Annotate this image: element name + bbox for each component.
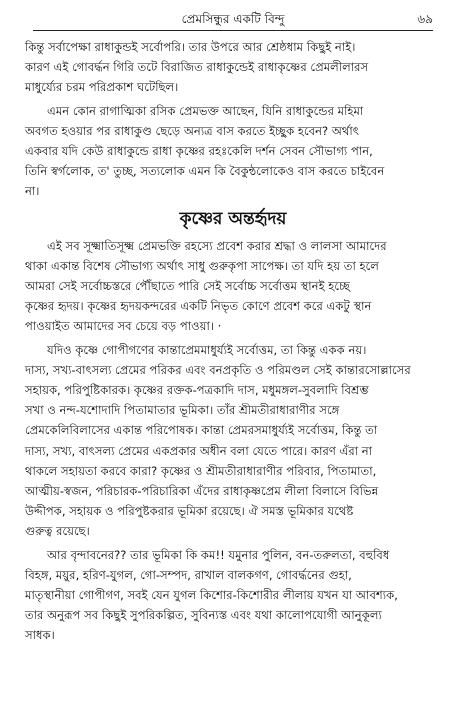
running-title: প্রেমসিন্ধুর একটি বিন্দু: [181, 12, 285, 26]
paragraph-gopi-love: যদিও কৃষ্ণে গোপীগণের কান্তাপ্রেমমাধুর্য্যই সর্বোত্তম, তা কিন্তু একক নয়। দাস্য, সখ্য-বাৎসল্য প্রেমের পরিকর এবং বনপ্রকৃতি ও পরিমণ্ডল সেই কান্তারসোল্লাসের সহায়ক, পরিপুষ্টিকারক। কৃষ্ণের রক্তক-পত্রকাদি দাস, মধুমঙ্গল-সুবলাদি বিশ্রম্ভ সখা ও নন্দ-যশোদাদি পিতামাতার ভূমিকা। তাঁর শ্রীমতীরাধারাণীর সঙ্গে প্রেমকেলিবিলাসের একান্ত পরিপোষক। কান্তা প্রেমরসমাধুর্য্যই সর্বোত্তম, কিন্তু তা দাস্য, সখ্য, বাৎসল্য প্রেমের একপ্রকার অধীন বলা যেতে পারে। কারণ এঁরা না থাকলে সহায়তা করবে কারা? কৃষ্ণের ও শ্রীমতীরাধারাণীর পরিবার, পিতামাতা, আত্মীয়-স্বজন, পরিচারক-পরিচারিকা এঁদের রাধাকৃষ্ণপ্রেম লীলা বিলাসে বিভিন্ন উদ্দীপক, সহায়ক ও পরিপুষ্টকরার ভূমিকা রয়েছে। ঐ সমস্ত ভূমিকার যথেষ্ট গুরুত্ব রয়েছে।: [25, 342, 411, 539]
paragraph-vrindavan-role: আর বৃন্দাবনের?? তার ভূমিকা কি কম!! যমুনার পুলিন, বন-তরুলতা, বহুবিধ বিহঙ্গ, ময়ুর, হরিণ-যুগল, গো-সম্পদ, রাখাল বালকগণ, গোবর্দ্ধনের গুহা, মাতৃস্থানীয়া গোপীগণ, সবই যেন যুগল কিশোর-কিশোরীর লীলায় যখন যা আবশ্যক, তার অনুরূপ সব কিছুই সুপরিকল্পিত, সুবিন্যস্ত এবং যথা কালোপযোগী আনুকূল্য সাধক।: [25, 547, 398, 643]
running-header: [33, 8, 433, 31]
paragraph-krishna-heart: এই সব সূক্ষ্মাতিসূক্ষ্ম প্রেমভক্তি রহস্যে প্রবেশ করার শ্রদ্ধা ও লালসা আমাদের থাকা একান্ত বিশেষ সৌভাগ্য অর্থাৎ সাধু গুরুকৃপা সাপেক্ষ। তা যদি হয় তা হলে আমরা সেই সর্বোচ্চস্তরে পৌঁছাতে পারি সেই সর্বোচ্চ সর্বোত্তম স্থানই হচ্ছে কৃষ্ণের হৃদয়। কৃষ্ণের হৃদয়কন্দরের একটি নিভৃত কোণে প্রবেশ করে একটু স্থান পাওয়াইত আমাদের সব চেয়ে বড় পাওয়া। ·: [25, 238, 387, 334]
paragraph-radhakunda-supremacy: কিন্তু সর্বাপেক্ষা রাধাকুন্ডই সর্বোপরি। তার উপরে আর শ্রেষ্ঠধাম কিছুই নাই। কারণ এই গোবর্দ্ধন গিরি তটে বিরাজিত রাধাকুন্ডেই রাধাকৃষ্ণের প্রেমলীলারস মাধুর্য্যের চরম পরিপ্রকাশ ঘটেছিল।: [25, 40, 369, 95]
page-number: ৬৯: [417, 12, 433, 26]
section-heading: কৃষ্ণের অন্তর্হৃদয়: [179, 208, 287, 229]
paragraph-devotee-residence: এমন কোন রাগাত্মিকা রসিক প্রেমভক্ত আছেন, যিনি রাধাকুন্ডের মহিমা অবগত হওয়ার পর রাধাকুণ্ড ছেড়ে অন্যত্র বাস করতে ইচ্ছুক হবেন? অর্থাৎ একবার যদি কেউ রাধাকুন্ডে রাধা কৃষ্ণের রহঃকেলি দর্শন সেবন সৌভাগ্য পান, তিনি স্বর্গলোক, ত' তুচ্ছ, সত্যলোক এমন কি বৈকুন্ঠলোকেও বাস করতে চাইবেন না।: [25, 103, 385, 199]
